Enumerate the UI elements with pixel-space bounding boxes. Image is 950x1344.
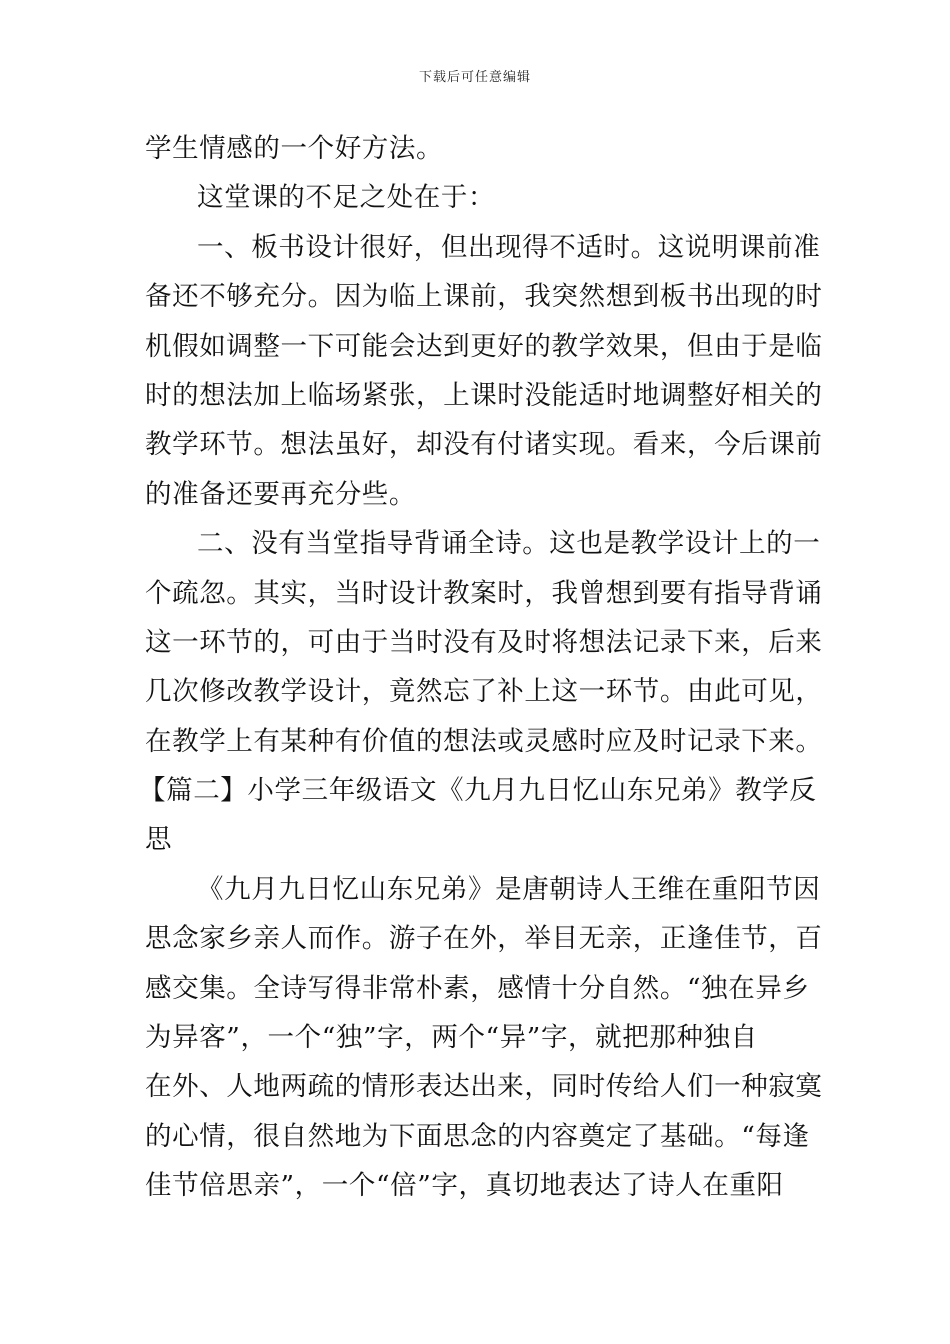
- section-heading: 【篇二】小学三年级语文《九月九日忆山东兄弟》教学反: [139, 775, 817, 807]
- paragraph-line: 二、没有当堂指导背诵全诗。这也是教学设计上的一: [197, 528, 821, 560]
- paragraph-line: 这堂课的不足之处在于：: [197, 182, 496, 214]
- paragraph-line: 感交集。全诗写得非常朴素，感情十分自然。“独在异乡: [145, 972, 810, 1004]
- paragraph-line: 佳节倍思亲”，一个“倍”字，真切地表达了诗人在重阳: [145, 1170, 784, 1202]
- paragraph-line: 备还不够充分。因为临上课前，我突然想到板书出现的时: [145, 281, 823, 313]
- paragraph-line: 在教学上有某种有价值的想法或灵感时应及时记录下来。: [145, 725, 823, 757]
- section-heading-continued: 思: [145, 824, 173, 856]
- paragraph-line: 的心情，很自然地为下面思念的内容奠定了基础。“每逢: [145, 1120, 810, 1152]
- paragraph-line: 的准备还要再充分些。: [145, 478, 416, 510]
- paragraph-line: 在外、人地两疏的情形表达出来，同时传给人们一种寂寞: [145, 1071, 823, 1103]
- paragraph-line: 这一环节的，可由于当时没有及时将想法记录下来，后来: [145, 626, 823, 658]
- paragraph-line: 教学环节。想法虽好，却没有付诸实现。看来，今后课前: [145, 429, 823, 461]
- paragraph-line: 几次修改教学设计，竟然忘了补上这一环节。由此可见，: [145, 676, 823, 708]
- page-header: 下载后可任意编辑: [418, 70, 531, 85]
- paragraph-line: 思念家乡亲人而作。游子在外，举目无亲，正逢佳节，百: [145, 923, 823, 955]
- paragraph-line: 一、板书设计很好，但出现得不适时。这说明课前准: [197, 231, 821, 263]
- paragraph-line: 《九月九日忆山东兄弟》是唐朝诗人王维在重阳节因: [197, 873, 821, 905]
- paragraph-line: 学生情感的一个好方法。: [145, 133, 444, 164]
- paragraph-line: 为异客”，一个“独”字，两个“异”字，就把那种独自: [145, 1022, 758, 1054]
- paragraph-line: 机假如调整一下可能会达到更好的教学效果，但由于是临: [145, 330, 823, 362]
- document-body: [139, 124, 823, 1211]
- paragraph-line: 个疏忽。其实，当时设计教案时，我曾想到要有指导背诵: [145, 577, 823, 609]
- paragraph-line: 时的想法加上临场紧张，上课时没能适时地调整好相关的: [145, 379, 823, 411]
